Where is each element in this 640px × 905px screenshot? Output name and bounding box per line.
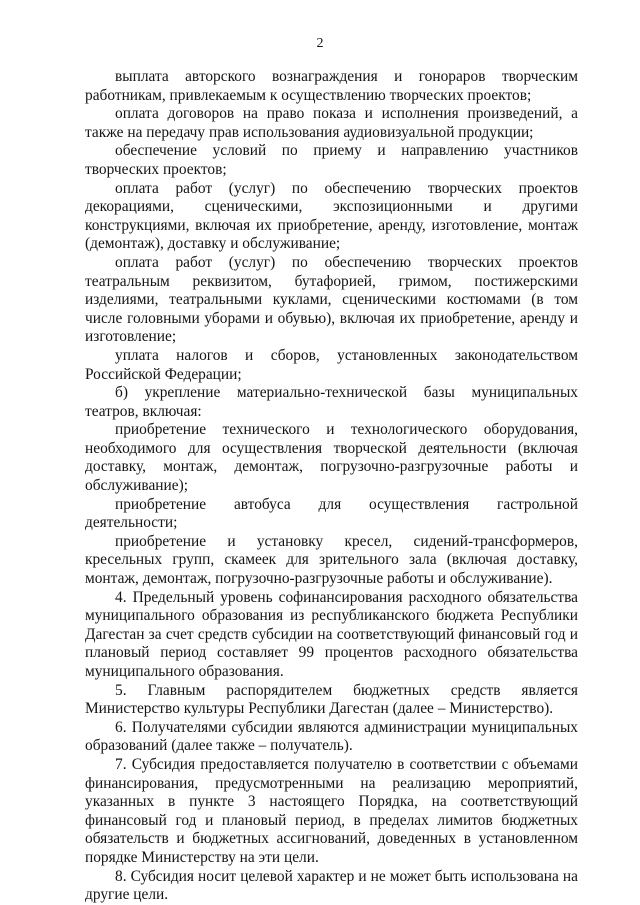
paragraph-taxes-fees: уплата налогов и сборов, установленных законодательством Российской Федерации; — [85, 346, 578, 383]
document-body — [85, 68, 578, 905]
paragraph-scenery-works: оплата работ (услуг) по обеспечению творческих проектов декорациями, сценическими, экспозиционными и другими конструкциями, включая их приобретение, аренду, изготовление, монтаж (демонтаж), доставку и обслуживание; — [85, 179, 578, 253]
paragraph-bus-purchase: приобретение автобуса для осуществления гастрольной деятельности; — [85, 495, 578, 532]
paragraph-equipment-purchase: приобретение технического и технологического оборудования, необходимого для осуществления творческой деятельности (включая доставку, монтаж, демонтаж, погрузочно-разгрузочные работы и обслуживание); — [85, 421, 578, 495]
paragraph-seating-purchase: приобретение и установку кресел, сидений-трансформеров, кресельных групп, скамеек для зрительного зала (включая доставку, монтаж, демонтаж, погрузочно-разгрузочные работы и обслуживание). — [85, 532, 578, 588]
paragraph-cofinancing-limit: 4. Предельный уровень софинансирования расходного обязательства муниципального образования из республиканского бюджета Республики Дагестан за счет средств субсидии на соответствующий финансовый год и плановый период составляет 99 процентов расходного обязательства муниципального образования. — [85, 588, 578, 680]
page-number: 2 — [316, 36, 324, 51]
paragraph-subsidy-recipients: 6. Получателями субсидии являются администрации муниципальных образований (далее также – получатель). — [85, 718, 578, 755]
paragraph-targeted-nature: 8. Субсидия носит целевой характер и не может быть использована на другие цели. — [85, 867, 578, 904]
paragraph-royalty-payments: выплата авторского вознаграждения и гонораров творческим работникам, привлекаемым к осуществлению творческих проектов; — [85, 68, 578, 104]
paragraph-chief-administrator: 5. Главным распорядителем бюджетных средств является Министерство культуры Республики Дагестан (далее – Министерство). — [85, 681, 578, 718]
paragraph-screening-rights-contracts: оплата договоров на право показа и исполнения произведений, а также на передачу прав использования аудиовизуальной продукции; — [85, 105, 578, 141]
paragraph-subsidy-provision: 7. Субсидия предоставляется получателю в соответствии с объемами финансирования, предусмотренными на реализацию мероприятий, указанных в пункте 3 настоящего Порядка, на соответствующий финансовый год и плановый период, в пределах лимитов бюджетных обязательств и бюджетных ассигнований, доведенных в установленном порядке Министерству на эти цели. — [85, 755, 578, 866]
paragraph-props-costumes-works: оплата работ (услуг) по обеспечению творческих проектов театральным реквизитом, бутафорией, гримом, постижерскими изделиями, театральными куклами, сценическими костюмами (в том числе головными уборами и обувью), включая их приобретение, аренду и изготовление; — [85, 253, 578, 346]
paragraph-material-base-strengthening: б) укрепление материально-технической базы муниципальных театров, включая: — [85, 384, 578, 420]
paragraph-participant-logistics: обеспечение условий по приему и направлению участников творческих проектов; — [85, 142, 578, 178]
